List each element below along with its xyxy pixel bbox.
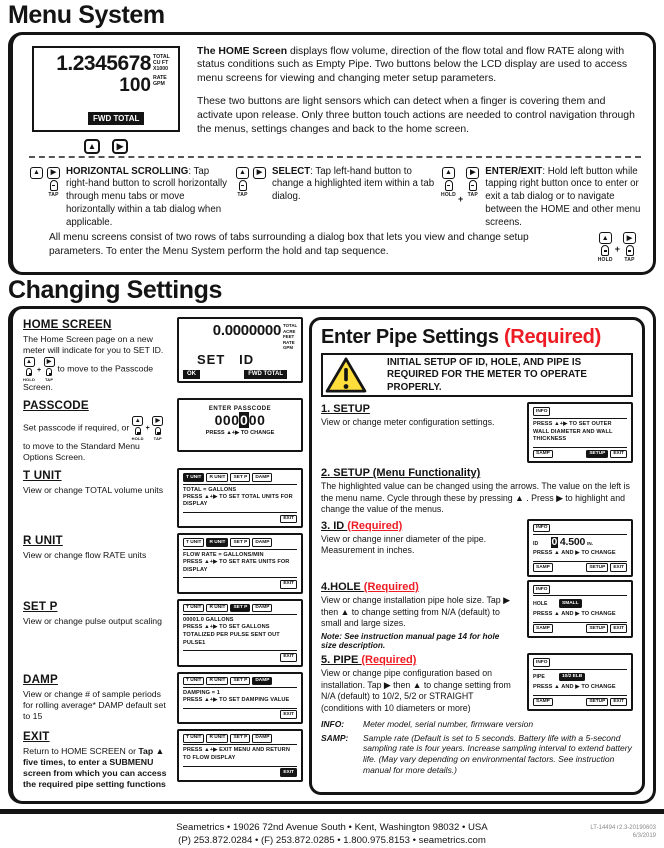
exit-tab: EXIT	[280, 710, 297, 719]
tab-t-unit: T UNIT	[183, 677, 204, 686]
action-select	[235, 166, 435, 230]
lcd-total-line	[40, 53, 173, 74]
menu-items-column	[23, 317, 303, 794]
required-label: (Required)	[361, 654, 417, 667]
exit-tab: EXIT	[280, 768, 297, 777]
dashed-divider	[29, 156, 641, 158]
finger-icon	[239, 180, 247, 191]
footer-divider-bar	[0, 809, 664, 814]
tap-label: TAP	[237, 191, 248, 198]
footer	[0, 821, 664, 848]
required-label: (Required)	[363, 581, 419, 594]
footer-contacts: (P) 253.872.0284 • (F) 253.872.0285 • 1.800.975.8153 • seametrics.com	[178, 835, 486, 847]
menu-system-footer-note	[27, 229, 643, 268]
fwd-total-badge: FWD TOTAL	[88, 112, 144, 125]
finger-icon	[26, 368, 32, 376]
row-t-unit: T UNIT View or change TOTAL volume units T UNIT R UNIT SET P DAMP TOTAL = GALLONS PRESS ▲+▶ TO SET TOTAL UNITS FOR DISPLAY EXIT	[23, 468, 303, 528]
tap-left-button-icon	[235, 166, 267, 230]
menu-system-box	[8, 32, 656, 275]
screen-value-line: FLOW RATE = GALLONS/MIN	[183, 551, 264, 558]
tab-damp: DAMP	[252, 677, 272, 686]
lcd-screen-passcode	[177, 398, 303, 452]
finger-icon	[601, 245, 609, 256]
plus-sign: +	[458, 194, 464, 205]
plus-sign: +	[614, 244, 620, 255]
finger-icon	[445, 180, 453, 191]
tab-r-unit: R UNIT	[206, 677, 228, 686]
tap-label: TAP	[44, 377, 54, 383]
screen-tab-row	[183, 677, 297, 688]
up-arrow-icon: ▲	[30, 167, 43, 179]
required-label: (Required)	[347, 519, 403, 532]
tap-label: TAP	[153, 436, 162, 442]
tab-r-unit: R UNIT	[206, 734, 228, 743]
fwd-total-badge: FWD TOTAL	[244, 370, 287, 379]
lcd-rate-line	[40, 74, 173, 95]
right-arrow-icon: ▶	[623, 232, 636, 244]
passcode-digits: 000000	[214, 412, 266, 429]
screen-instruction: PRESS ▲+▶ TO SET TOTAL UNITS FOR DISPLAY	[183, 493, 293, 508]
tab-set-p: SET P	[230, 734, 250, 743]
ok-badge: OK	[183, 370, 200, 379]
home-screen-intro-row	[27, 43, 643, 154]
screen-total-value: 0.0000000	[212, 322, 281, 340]
tap-label: TAP	[624, 257, 635, 264]
lcd-screen-setup	[527, 402, 633, 463]
tab-set-p: SET P	[230, 473, 250, 482]
home-lcd-figure	[27, 43, 185, 154]
finger-icon	[135, 427, 141, 435]
enter-passcode-label: ENTER PASSCODE	[208, 406, 272, 413]
lcd-screen-id	[527, 519, 633, 577]
lcd-rate-unit-labels: RATE GPM	[153, 74, 167, 87]
tab-damp: DAMP	[252, 734, 272, 743]
item-title-set-p: SET P	[23, 599, 58, 613]
intro-paragraph-1: The HOME Screen displays flow volume, direction of the flow total and flow RATE along with status conditions such as Empty Pipe. Two buttons below the LCD display are used to access menu screens for viewing and changing meter setup parameters.	[197, 45, 628, 85]
home-screen-bold: The HOME Screen	[197, 45, 288, 57]
set-id-text: SET ID	[197, 351, 255, 367]
lcd-screen-pipe	[527, 653, 633, 711]
setup-tab: SETUP	[586, 450, 608, 459]
samp-definition	[321, 733, 633, 776]
finger-icon	[50, 180, 58, 191]
exit-tab: EXIT	[280, 580, 297, 589]
finger-icon	[155, 427, 161, 435]
right-arrow-icon: ▶	[47, 167, 60, 179]
enter-pipe-settings-box	[309, 317, 645, 794]
exit-tab: EXIT	[610, 450, 627, 459]
setup-tab: SETUP	[586, 698, 608, 707]
lcd-screen-exit	[177, 729, 303, 782]
samp-tab: SAMP	[533, 698, 553, 707]
hole-note: Note: See instruction manual page 14 for hole size description.	[321, 632, 500, 651]
step-setup: 1. SETUP View or change meter configuration settings. INFO PRESS ▲+▶ TO SET OUTER WALL DIAMETER AND WALL THICKNESS SAMP SETUP EXIT	[321, 402, 633, 463]
menu-system-note-text: All menu screens consist of two rows of tabs surrounding a dialog box that lets you view and change setup parameters. To enter the Menu System perform the hold and tap sequence.	[49, 232, 529, 257]
pipe-value-badge: 10/2 ELB	[559, 673, 585, 682]
hold-tap-icon	[132, 415, 164, 441]
row-set-p: SET P View or change pulse output scaling T UNIT R UNIT SET P DAMP 00001.0 GALLONS PRESS ▲+▶ TO SET GALLONS TOTALIZED PER PULSE SENT OUT PULSE1 EXIT	[23, 599, 303, 667]
tab-t-unit: T UNIT	[183, 604, 204, 613]
item-title-passcode: PASSCODE	[23, 399, 89, 413]
exit-tab: EXIT	[280, 515, 297, 524]
hold-label: HOLD	[597, 257, 613, 264]
page-title-menu-system: Menu System	[8, 1, 165, 29]
screen-value-line: DAMPING = 1	[183, 689, 221, 696]
exit-tab: EXIT	[280, 653, 297, 662]
passcode-instruction: PRESS ▲+▶ TO CHANGE	[205, 429, 275, 436]
warning-text: INITIAL SETUP OF ID, HOLE, AND PIPE IS REQUIRED FOR THE METER TO OPERATE PROPERLY.	[387, 356, 587, 393]
exit-tab: EXIT	[610, 698, 627, 707]
id-highlighted-digit: 0	[551, 535, 558, 548]
id-unit: IN.	[587, 540, 593, 546]
action-horizontal-scrolling	[29, 166, 229, 230]
hold-tap-icon	[23, 356, 55, 382]
row-damp: DAMP View or change # of sample periods for rolling average* DAMP default set to 15 T UNIT R UNIT SET P DAMP DAMPING = 1 PRESS ▲+▶ TO SET DAMPING VALUE EXIT	[23, 672, 303, 724]
item-title-damp: DAMP	[23, 672, 58, 686]
step-id: 3. ID (Required) View or change inner diameter of the pipe. Measurement in inches. INFO ID 0 4.500 IN. PRESS ▲ AND ▶ TO CHANGE SAMP SETUP EXIT	[321, 519, 633, 577]
tab-r-unit: R UNIT	[206, 538, 228, 547]
id-label: ID	[533, 540, 539, 547]
tab-set-p: SET P	[230, 604, 250, 613]
lcd-screen-r-unit	[177, 533, 303, 593]
samp-tab: SAMP	[533, 624, 553, 633]
up-arrow-button-icon[interactable]: ▲	[84, 139, 100, 154]
warning-triangle-icon	[325, 356, 367, 394]
lcd-total-unit-labels: TOTAL CU FT X1000	[153, 53, 170, 72]
step-title-hole: 4.HOLE	[321, 581, 364, 594]
tap-label: TAP	[48, 191, 59, 198]
setup-tab: SETUP	[586, 624, 608, 633]
info-term: INFO:	[321, 719, 345, 730]
footer-address: Seametrics • 19026 72nd Avenue South • Kent, Washington 98032 • USA	[176, 821, 488, 833]
step-hole: 4.HOLE (Required) View or change installation pipe hole size. Tap ▶ then ▲ to change setting from N/A (default) to small and large sizes. Note: See instruction manual page 14 for hole size description. INFO HOLE SMALL PRESS ▲ AND ▶ TO CHANGE SAMP SETUP EXIT	[321, 580, 633, 650]
hold-label: HOLD	[131, 436, 144, 442]
definitions	[321, 719, 633, 775]
screen-instruction: PRESS ▲+▶ EXIT MENU AND RETURN TO FLOW DISPLAY	[183, 747, 290, 762]
up-arrow-icon: ▲	[236, 167, 249, 179]
lcd-screen-hole	[527, 580, 633, 638]
row-passcode: PASSCODE Set passcode if required, or ▲ HOLD + ▶ TAP to move to the Standard Menu Options Screen. ENTER PASSCODE 000000 PRESS ▲+▶ TO CHANGE	[23, 398, 303, 463]
screen-instruction: PRESS ▲+▶ TO SET GALLONS TOTALIZED PER PULSE SENT OUT PULSE1	[183, 623, 280, 646]
right-arrow-icon: ▶	[44, 357, 55, 367]
hold-label: HOLD	[22, 377, 36, 383]
changing-settings-box	[8, 306, 656, 803]
row-r-unit: R UNIT View or change flow RATE units T UNIT R UNIT SET P DAMP FLOW RATE = GALLONS/MIN PRESS ▲+▶ TO SET RATE UNITS FOR DISPLAY EXIT	[23, 533, 303, 593]
finger-icon	[46, 368, 52, 376]
screen-unit-labels: TOTAL ACRE FEET RATE GPM	[283, 323, 298, 351]
item-title-r-unit: R UNIT	[23, 534, 63, 548]
action-text: : Tap left-hand button to change a highlighted item within a tab dialog.	[272, 165, 435, 203]
lcd-display	[32, 46, 180, 132]
right-arrow-icon: ▶	[253, 167, 266, 179]
finger-icon	[626, 245, 634, 256]
screen-instruction: PRESS ▲+▶ TO SET RATE UNITS FOR DISPLAY	[183, 558, 290, 573]
tab-t-unit: T UNIT	[183, 734, 204, 743]
tab-set-p: SET P	[230, 677, 250, 686]
screen-instruction: PRESS ▲ AND ▶ TO CHANGE	[533, 550, 616, 556]
screen-value-line: TOTAL = GALLONS	[183, 486, 237, 493]
screen-tab-row	[183, 604, 297, 615]
lcd-screen-set-p	[177, 599, 303, 667]
tab-damp: DAMP	[252, 604, 272, 613]
up-arrow-icon: ▲	[24, 357, 35, 367]
step-title-setup: 1. SETUP	[321, 403, 370, 416]
exit-tab: EXIT	[610, 624, 627, 633]
info-tab: INFO	[533, 524, 550, 533]
samp-tab: SAMP	[533, 450, 553, 459]
manual-page	[0, 1, 664, 847]
plus-sign: +	[37, 366, 42, 374]
hole-label: HOLE	[533, 600, 548, 607]
hold-label: HOLD	[441, 191, 456, 198]
item-title-exit: EXIT	[23, 729, 50, 743]
tab-t-unit: T UNIT	[183, 538, 204, 547]
intro-paragraph-2: These two buttons are light sensors which can detect when a finger is covering them and activate upon release. Only three button touch actions are needed to control navigation through the menus, settings changes and back to the home screen.	[197, 95, 635, 135]
step-pipe: 5. PIPE (Required) View or change pipe configuration based on installation. Tap ▶ then ▲ to change setting from N/A (default) to 10/2, 5/2 or STRAIGHT (conditions with 10 diameters or more) INFO PIPE 10/2 ELB PRESS ▲ AND ▶ TO CHANGE SAMP SETUP EXIT	[321, 653, 633, 714]
button-actions-row	[27, 166, 643, 230]
screen-tab-row	[183, 473, 297, 484]
row-home-screen: HOME SCREEN The Home Screen page on a new meter will indicate for you to SET ID. ▲ HOLD + ▶ TAP to move to the Passcode Screen. 0.0000000 TOTAL ACRE FEET RATE GPM SET ID OK FWD TOTAL	[23, 317, 303, 393]
hole-value-badge: SMALL	[559, 599, 582, 608]
up-arrow-icon: ▲	[599, 232, 612, 244]
hold-tap-icon	[598, 231, 637, 264]
pipe-settings-heading: Enter Pipe Settings (Required)	[321, 326, 601, 349]
document-number: LT-14494 r2.3-20190603 6/3/2019	[590, 824, 656, 839]
up-arrow-icon: ▲	[442, 167, 455, 179]
row-exit: EXIT Return to HOME SCREEN or Tap ▲ five times, to enter a SUBMENU screen from which you can access the required pipe setting functions T UNIT R UNIT SET P DAMP PRESS ▲+▶ EXIT MENU AND RETURN TO FLOW DISPLAY EXIT	[23, 729, 303, 790]
required-label: (Required)	[503, 326, 601, 349]
screen-value-line: 00001.0 GALLONS	[183, 616, 234, 623]
lcd-buttons	[27, 139, 185, 154]
id-value: 4.500	[559, 535, 586, 548]
page-title-changing-settings: Changing Settings	[8, 275, 223, 304]
plus-sign: +	[145, 425, 150, 433]
samp-text: Sample rate (Default is set to 5 seconds. Battery life with a 5-second sampling rate is four years. Increase sampling interval to extend battery life. (May vary depending on environmental factors. See instruction manual for more details.)	[363, 732, 632, 775]
screen-instruction: PRESS ▲+▶ TO SET OUTER WALL DIAMETER AND WALL THICKNESS	[533, 420, 613, 443]
item-title-home-screen: HOME SCREEN	[23, 318, 112, 332]
screen-instruction: PRESS ▲+▶ TO SET DAMPING VALUE	[183, 696, 290, 703]
highlighted-digit: 0	[239, 412, 249, 429]
tap-right-button-icon	[29, 166, 61, 230]
samp-term: SAMP:	[321, 732, 349, 743]
screen-tab-row	[183, 734, 297, 745]
info-tab: INFO	[533, 585, 550, 594]
step-title-pipe: 5. PIPE	[321, 654, 362, 667]
action-enter-exit	[441, 166, 641, 230]
step-title-id: 3. ID	[321, 519, 348, 532]
home-screen-description	[197, 43, 643, 154]
right-arrow-icon: ▶	[152, 416, 163, 426]
tab-r-unit: R UNIT	[206, 473, 228, 482]
action-title: SELECT	[272, 165, 311, 177]
screen-instruction: PRESS ▲ AND ▶ TO CHANGE	[533, 611, 616, 618]
right-arrow-button-icon[interactable]: ▶	[112, 139, 128, 154]
info-tab: INFO	[533, 407, 550, 416]
exit-tab: EXIT	[610, 563, 627, 572]
setup-tab: SETUP	[586, 563, 608, 572]
right-arrow-icon: ▶	[466, 167, 479, 179]
lcd-screen-set-id	[177, 317, 303, 383]
action-text: : Hold left button while tapping right button once to enter or exit a tab dialog or to navigate between the HOME and other menu screens.	[485, 165, 641, 228]
action-title: ENTER/EXIT	[485, 165, 543, 177]
lcd-rate-value: 100	[119, 74, 151, 96]
tab-r-unit: R UNIT	[206, 604, 228, 613]
tab-damp: DAMP	[252, 538, 272, 547]
exit-bold-text: Tap ▲ five times, to enter a SUBMENU screen from which you can access the required pipe setting functions	[23, 745, 167, 789]
action-text: : Tap right-hand button to scroll horizontally through menu tabs or move horizontally within a tab dialog when applicable.	[66, 165, 228, 228]
info-tab: INFO	[533, 658, 550, 667]
screen-instruction: PRESS ▲ AND ▶ TO CHANGE	[533, 684, 616, 691]
item-title-t-unit: T UNIT	[23, 469, 62, 483]
tab-damp: DAMP	[252, 473, 272, 482]
lcd-screen-t-unit	[177, 468, 303, 528]
tab-set-p: SET P	[230, 538, 250, 547]
samp-tab: SAMP	[533, 563, 553, 572]
tab-t-unit: T UNIT	[183, 473, 204, 482]
info-definition	[321, 719, 633, 730]
hold-tap-icon	[441, 166, 480, 230]
warning-banner	[321, 353, 633, 397]
info-text: Meter model, serial number, firmware version	[363, 719, 534, 730]
finger-icon	[469, 180, 477, 191]
lcd-total-value: 1.2345678	[56, 51, 151, 75]
up-arrow-icon: ▲	[132, 416, 143, 426]
pipe-label: PIPE	[533, 673, 545, 680]
action-title: HORIZONTAL SCROLLING	[66, 165, 189, 177]
lcd-screen-damp	[177, 672, 303, 724]
step-setup-menu-functionality: 2. SETUP (Menu Functionality) The highlighted value can be changed using the arrows. The value on the left is the menu name. Cycle through these by pressing ▲ . Press ▶ to highlight and change the value of the menus.	[321, 467, 630, 515]
screen-tab-row	[183, 538, 297, 549]
tap-label: TAP	[467, 191, 478, 198]
step-title-setup-menu: 2. SETUP (Menu Functionality)	[321, 467, 481, 480]
